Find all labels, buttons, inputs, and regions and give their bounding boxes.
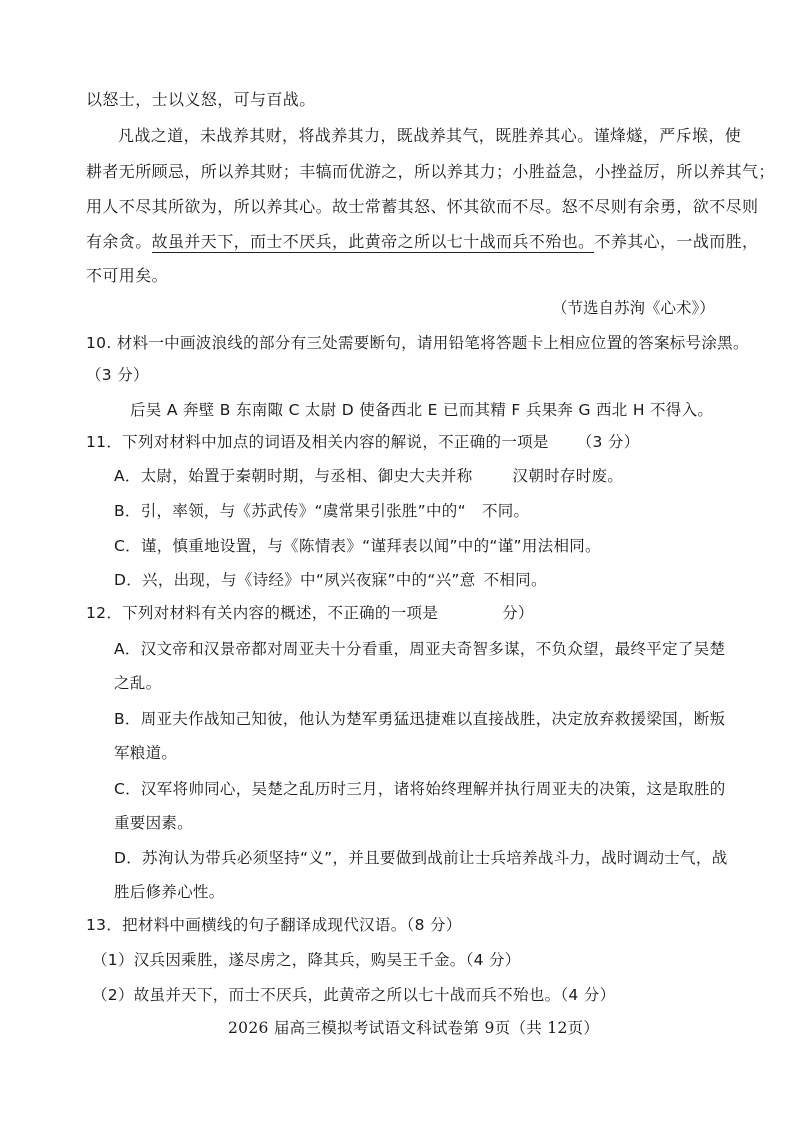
question-12-option-b-cont: 军粮道。	[114, 744, 178, 762]
question-12-option-a: A．汉文帝和汉景帝都对周亚夫十分看重，周亚夫奇智多谋，不负众望，最终平定了吴楚	[114, 640, 726, 658]
question-12-option-c: C．汉军将帅同心，吴楚之乱历时三月，诸将始终理解并执行周亚夫的决策，这是取胜的	[114, 780, 726, 798]
page-footer: 2026 届高三模拟考试语文科试卷第 9页（共 12页）	[228, 1019, 600, 1037]
question-10-score: （3 分）	[86, 366, 149, 384]
question-10-options: 后吴 A 奔壁 B 东南陬 C 太尉 D 使备西北 E 已而其精 F 兵果奔 G 西北 H 不得入。	[130, 401, 714, 419]
question-11-option-d	[114, 568, 547, 592]
question-13-stem: 13．把材料中画横线的句子翻译成现代汉语。（8 分）	[86, 916, 462, 934]
question-12-option-a-cont: 之乱。	[114, 674, 162, 692]
question-11-stem	[86, 430, 640, 454]
option-text: 不相同。	[483, 571, 547, 589]
option-text: B．引，率领，与《苏武传》“虞常果引张胜”中的“	[114, 502, 466, 520]
question-12-option-d-cont: 胜后修养心性。	[114, 883, 225, 901]
question-score: 分）	[502, 604, 534, 622]
question-text: 11．下列对材料中加点的词语及相关内容的解说，不正确的一项是	[86, 433, 549, 451]
question-13-sentence-1: （1）汉兵因乘胜，遂尽虏之，降其兵，购吴王千金。（4 分）	[92, 951, 521, 969]
passage-text: 不养其心，一战而胜，	[594, 232, 759, 251]
question-12-option-b: B．周亚夫作战知己知彼，他认为楚军勇猛迅捷难以直接战胜，决定放弃救援梁国，断叛	[114, 710, 726, 728]
question-11-option-a	[114, 464, 623, 488]
question-13-sentence-2: （2）故虽并天下，而士不厌兵，此黄帝之所以七十战而兵不殆也。（4 分）	[92, 986, 616, 1004]
passage-text: 有余贪。	[86, 232, 152, 251]
passage-line	[86, 230, 758, 254]
option-text: 汉朝时存时废。	[512, 467, 624, 485]
question-11-option-c: C．谨，慎重地设置，与《陈情表》“谨拜表以闻”中的“谨”用法相同。	[114, 537, 601, 555]
passage-line: 以怒士，士以义怒，可与百战。	[86, 90, 316, 109]
option-text: 不同。	[481, 502, 530, 520]
passage-line: 凡战之道，未战养其财，将战养其力，既战养其气，既胜养其心。谨烽燧，严斥堠，使	[118, 126, 742, 145]
source-citation: （节选自苏洵《心术》）	[552, 299, 715, 317]
question-score: （3 分）	[576, 433, 640, 451]
question-text: 12．下列对材料有关内容的概述，不正确的一项是	[86, 604, 439, 622]
passage-line: 用人不尽其所欲为，所以养其心。故士常蓄其怒、怀其欲而不尽。怒不尽则有余勇，欲不尽则	[86, 197, 759, 216]
question-10-stem: 10. 材料一中画波浪线的部分有三处需要断句，请用铅笔将答题卡上相应位置的答案标号涂黑。	[86, 334, 749, 352]
question-11-option-b	[114, 499, 529, 523]
option-text: D．兴，出现，与《诗经》中“夙兴夜寐”中的“兴”意	[114, 571, 476, 589]
question-12-option-c-cont: 重要因素。	[114, 814, 194, 832]
question-12-option-d: D．苏洵认为带兵必须坚持“义”，并且要做到战前让士兵培养战斗力，战时调动士气，战	[114, 849, 728, 867]
underlined-sentence: 故虽并天下，而士不厌兵，此黄帝之所以七十战而兵不殆也。	[151, 232, 595, 251]
passage-line: 不可用矣。	[86, 266, 169, 285]
passage-line: 耕者无所顾忌，所以养其财；丰犒而优游之，所以养其力；小胜益急，小挫益厉，所以养其气；	[86, 162, 775, 181]
option-text: A．太尉，始置于秦朝时期，与丞相、御史大夫并称	[114, 467, 473, 485]
question-12-stem	[86, 601, 534, 625]
